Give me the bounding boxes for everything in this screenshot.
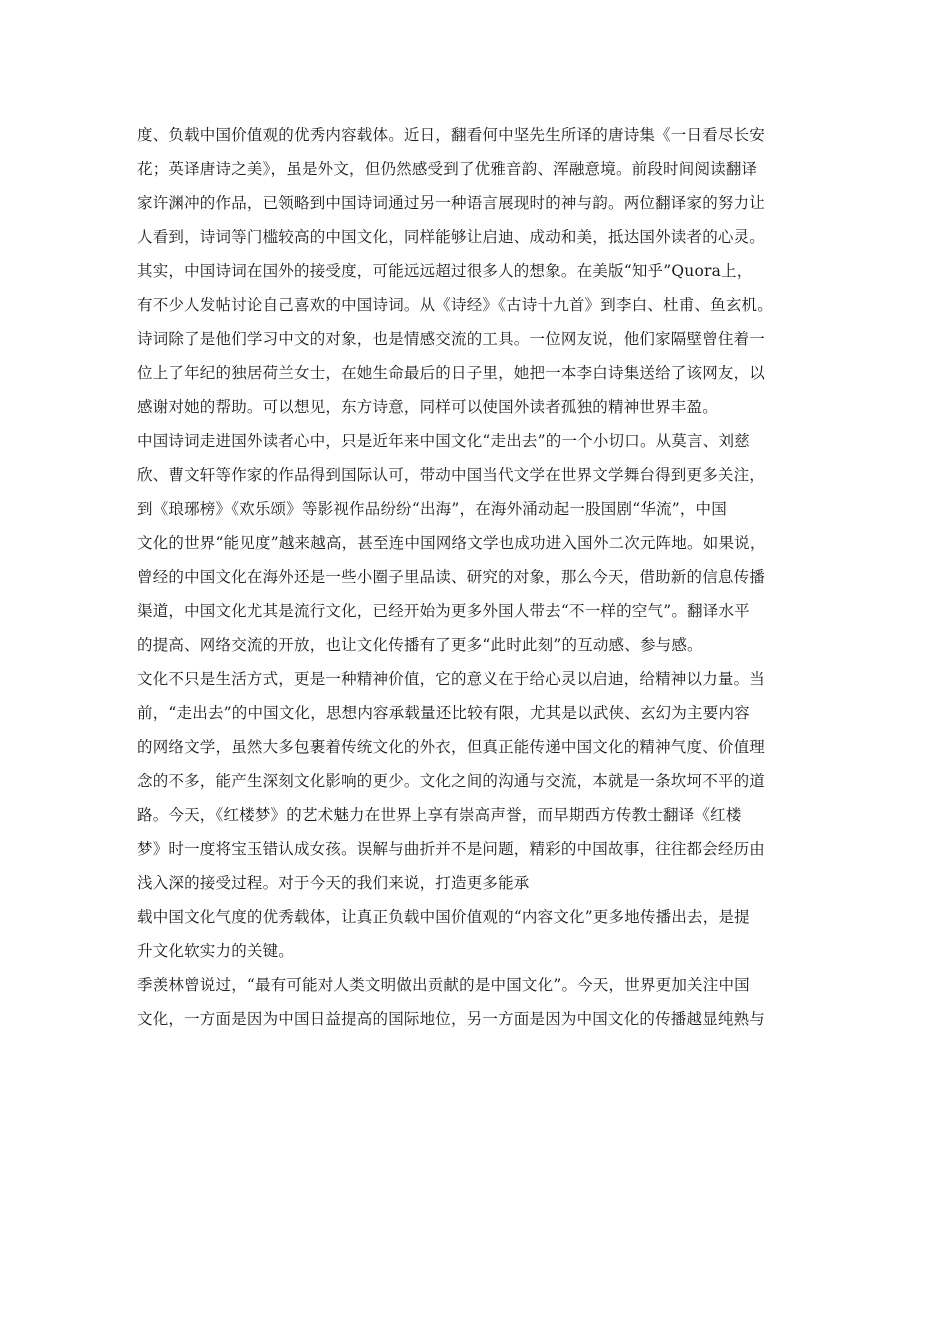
text-line: 文化，一方面是因为中国日益提高的国际地位，另一方面是因为中国文化的传播越显纯熟与	[137, 1010, 766, 1028]
text-line: 的网络文学，虽然大多包裹着传统文化的外衣，但真正能传递中国文化的精神气度、价值理	[137, 738, 766, 756]
text-line: 有不少人发帖讨论自己喜欢的中国诗词。从《诗经》《古诗十九首》到李白、杜甫、鱼玄机。	[137, 296, 773, 314]
text-line: 梦》时一度将宝玉错认成女孩。误解与曲折并不是问题，精彩的中国故事，往往都会经历由	[137, 840, 766, 858]
text-line: 曾经的中国文化在海外还是一些小圈子里品读、研究的对象，那么今天，借助新的信息传播	[137, 568, 766, 586]
article-body	[137, 118, 827, 1036]
text-line: 诗词除了是他们学习中文的对象，也是情感交流的工具。一位网友说，他们家隔壁曾住着一	[137, 330, 766, 348]
text-line: 文化不只是生活方式，更是一种精神价值，它的意义在于给心灵以启迪，给精神以力量。当	[137, 670, 766, 688]
text-line: 升文化软实力的关键。	[137, 942, 295, 960]
text-line: 路。今天，《红楼梦》的艺术魅力在世界上享有崇高声誉，而早期西方传教士翻译《红楼	[137, 806, 742, 824]
text-line: 文化的世界“能见度”越来越高，甚至连中国网络文学也成功进入国外二次元阵地。如果说，	[137, 534, 766, 552]
text-line: 浅入深的接受过程。对于今天的我们来说，打造更多能承	[137, 874, 530, 892]
text-line: 中国诗词走进国外读者心中，只是近年来中国文化“走出去”的一个小切口。从莫言、刘慈	[137, 432, 750, 450]
text-line: 欣、曹文轩等作家的作品得到国际认可，带动中国当代文学在世界文学舞台得到更多关注，	[137, 466, 766, 484]
text-line: 到《琅琊榜》《欢乐颂》等影视作品纷纷“出海”，在海外涌动起一股国剧“华流”，中国	[137, 500, 727, 518]
text-line: 家许渊冲的作品，已领略到中国诗词通过另一种语言展现时的神与韵。两位翻译家的努力让	[137, 194, 766, 212]
text-line: 人看到，诗词等门槛较高的中国文化，同样能够让启迪、成动和美，抵达国外读者的心灵。	[137, 228, 766, 246]
text-line: 前，“走出去”的中国文化，思想内容承载量还比较有限，尤其是以武侠、玄幻为主要内容	[137, 704, 750, 722]
text-line: 载中国文化气度的优秀载体，让真正负载中国价值观的“内容文化”更多地传播出去，是提	[137, 908, 750, 926]
text-line: 度、负载中国价值观的优秀内容载体。近日，翻看何中坚先生所译的唐诗集《一日看尽长安	[137, 126, 766, 144]
text-line: 位上了年纪的独居荷兰女士，在她生命最后的日子里，她把一本李白诗集送给了该网友，以	[137, 364, 766, 382]
text-line: 其实，中国诗词在国外的接受度，可能远远超过很多人的想象。在美版“知乎”Quora上，	[137, 262, 753, 280]
text-line: 花；英译唐诗之美》，虽是外文，但仍然感受到了优雅音韵、浑融意境。前段时间阅读翻译	[137, 160, 758, 178]
text-line: 渠道，中国文化尤其是流行文化，已经开始为更多外国人带去“不一样的空气”。翻译水平	[137, 602, 750, 620]
text-line: 念的不多，能产生深刻文化影响的更少。文化之间的沟通与交流，本就是一条坎坷不平的道	[137, 772, 766, 790]
text-line: 感谢对她的帮助。可以想见，东方诗意，同样可以使国外读者孤独的精神世界丰盈。	[137, 398, 718, 416]
text-line: 季羡林曾说过，“最有可能对人类文明做出贡献的是中国文化”。今天，世界更加关注中国	[137, 976, 750, 994]
text-line: 的提高、网络交流的开放，也让文化传播有了更多“此时此刻”的互动感、参与感。	[137, 636, 703, 654]
